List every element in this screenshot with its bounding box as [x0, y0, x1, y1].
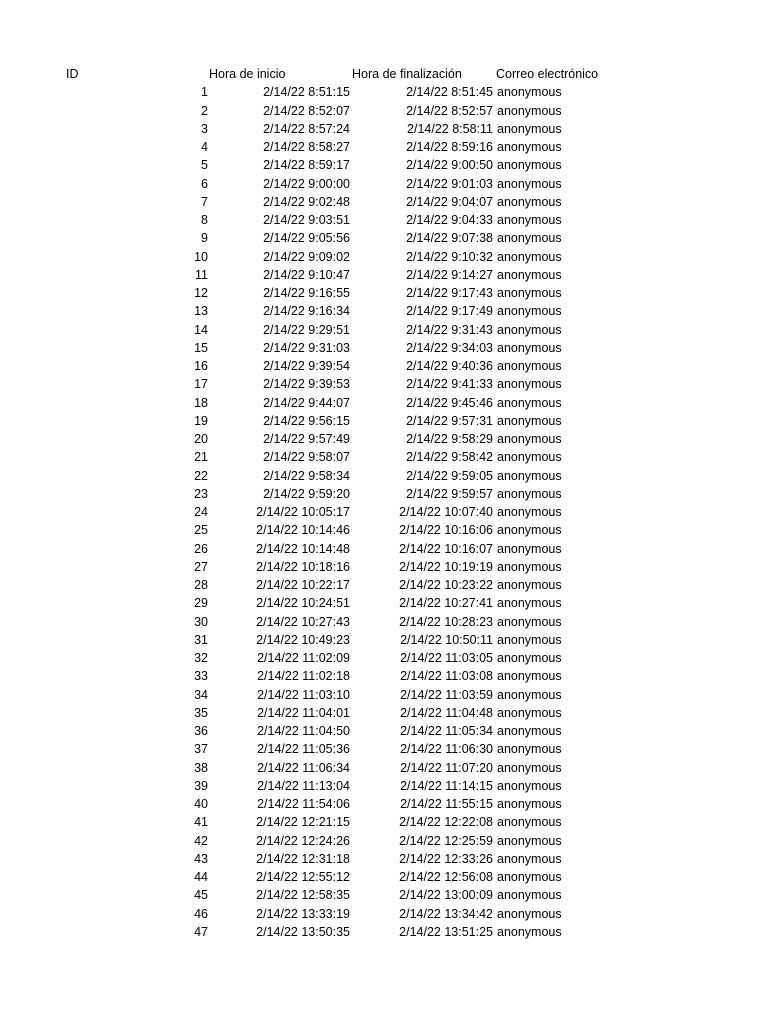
row-id: 13 [194, 304, 208, 319]
row-start-time: 2/14/22 8:57:24 [263, 121, 350, 136]
row-email: anonymous [497, 906, 562, 921]
table-row [0, 284, 768, 302]
row-email: anonymous [497, 286, 562, 300]
table-row [0, 175, 768, 193]
table-row [0, 467, 768, 485]
row-id: 25 [194, 523, 208, 538]
row-id: 35 [194, 705, 208, 720]
row-email: anonymous [497, 413, 562, 428]
row-id: 30 [194, 614, 208, 629]
row-end-time: 2/14/22 9:04:07 [406, 194, 493, 209]
row-id: 15 [194, 340, 208, 355]
row-end-time: 2/14/22 13:34:42 [399, 906, 493, 921]
table-row [0, 248, 768, 266]
row-email: anonymous [497, 85, 562, 100]
row-start-time: 2/14/22 12:21:15 [256, 815, 350, 830]
row-id: 5 [201, 158, 208, 173]
row-email: anonymous [497, 778, 562, 793]
row-end-time: 2/14/22 11:06:30 [400, 742, 493, 757]
row-start-time: 2/14/22 9:09:02 [263, 249, 350, 264]
row-start-time: 2/14/22 11:04:01 [257, 705, 350, 720]
row-email: anonymous [497, 505, 562, 519]
row-start-time: 2/14/22 9:05:56 [263, 231, 350, 246]
row-email: anonymous [497, 450, 562, 465]
row-end-time: 2/14/22 10:16:06 [399, 523, 493, 538]
row-email: anonymous [497, 815, 562, 830]
row-start-time: 2/14/22 11:03:10 [257, 687, 350, 702]
row-end-time: 2/14/22 9:10:32 [406, 249, 493, 264]
row-email: anonymous [497, 888, 562, 903]
table-row [0, 412, 768, 430]
row-email: anonymous [497, 578, 562, 592]
row-start-time: 2/14/22 9:39:54 [263, 359, 350, 373]
header-id: ID [66, 67, 79, 81]
table-row [0, 521, 768, 539]
table-row [0, 156, 768, 174]
responses-table [0, 65, 768, 941]
row-end-time: 2/14/22 12:25:59 [399, 833, 493, 848]
row-email: anonymous [497, 176, 562, 191]
row-start-time: 2/14/22 11:02:09 [257, 651, 350, 665]
row-end-time: 2/14/22 9:41:33 [406, 377, 493, 392]
row-id: 32 [194, 651, 208, 665]
table-row [0, 740, 768, 758]
row-end-time: 2/14/22 12:22:08 [399, 815, 493, 830]
row-start-time: 2/14/22 9:44:07 [263, 395, 350, 410]
row-start-time: 2/14/22 9:39:53 [263, 377, 350, 392]
row-email: anonymous [497, 651, 562, 665]
row-end-time: 2/14/22 9:00:50 [406, 158, 493, 173]
row-end-time: 2/14/22 10:50:11 [400, 632, 493, 647]
table-row [0, 795, 768, 813]
table-row [0, 339, 768, 357]
table-row [0, 686, 768, 704]
table-row [0, 759, 768, 777]
row-end-time: 2/14/22 13:51:25 [399, 924, 493, 939]
table-row [0, 868, 768, 886]
row-end-time: 2/14/22 12:33:26 [399, 851, 493, 866]
row-start-time: 2/14/22 10:27:43 [256, 614, 350, 629]
row-email: anonymous [497, 833, 562, 848]
row-email: anonymous [497, 742, 562, 757]
row-start-time: 2/14/22 11:13:04 [257, 778, 350, 793]
row-end-time: 2/14/22 11:05:34 [400, 724, 493, 738]
row-start-time: 2/14/22 11:54:06 [257, 797, 350, 811]
row-id: 29 [194, 596, 208, 611]
table-row [0, 905, 768, 923]
row-start-time: 2/14/22 9:58:34 [263, 468, 350, 483]
row-start-time: 2/14/22 8:52:07 [263, 103, 350, 118]
row-id: 9 [201, 231, 208, 246]
row-end-time: 2/14/22 8:59:16 [406, 140, 493, 154]
row-end-time: 2/14/22 9:40:36 [406, 359, 493, 373]
row-id: 2 [201, 103, 208, 118]
row-id: 38 [194, 760, 208, 775]
row-end-time: 2/14/22 9:17:49 [406, 304, 493, 319]
row-start-time: 2/14/22 9:16:34 [263, 304, 350, 319]
row-id: 7 [201, 194, 208, 209]
table-row [0, 211, 768, 229]
row-id: 46 [194, 906, 208, 921]
row-start-time: 2/14/22 12:24:26 [256, 833, 350, 848]
row-id: 45 [194, 888, 208, 903]
row-id: 23 [194, 486, 208, 501]
table-row [0, 266, 768, 284]
table-row [0, 832, 768, 850]
row-email: anonymous [497, 724, 562, 738]
row-id: 3 [201, 121, 208, 136]
row-id: 37 [194, 742, 208, 757]
table-row [0, 485, 768, 503]
row-end-time: 2/14/22 9:14:27 [406, 267, 493, 282]
row-end-time: 2/14/22 9:57:31 [406, 413, 493, 428]
row-start-time: 2/14/22 12:55:12 [256, 870, 350, 884]
table-row [0, 631, 768, 649]
table-row [0, 813, 768, 831]
row-end-time: 2/14/22 11:04:48 [400, 705, 493, 720]
table-row [0, 448, 768, 466]
row-end-time: 2/14/22 9:31:43 [406, 322, 493, 337]
row-id: 10 [194, 249, 208, 264]
row-email: anonymous [497, 486, 562, 501]
row-id: 11 [195, 267, 208, 282]
row-start-time: 2/14/22 9:00:00 [263, 176, 350, 191]
row-end-time: 2/14/22 11:07:20 [400, 760, 493, 775]
row-start-time: 2/14/22 9:59:20 [263, 486, 350, 501]
row-start-time: 2/14/22 9:10:47 [263, 267, 350, 282]
row-id: 31 [194, 632, 208, 647]
row-end-time: 2/14/22 9:01:03 [406, 176, 493, 191]
row-start-time: 2/14/22 11:05:36 [257, 742, 350, 757]
row-start-time: 2/14/22 13:50:35 [256, 924, 350, 939]
row-email: anonymous [497, 468, 562, 483]
row-id: 24 [194, 505, 208, 519]
row-email: anonymous [497, 194, 562, 209]
table-row [0, 850, 768, 868]
row-email: anonymous [497, 541, 562, 556]
row-start-time: 2/14/22 9:29:51 [263, 322, 350, 337]
table-row [0, 886, 768, 904]
row-id: 26 [194, 541, 208, 556]
row-start-time: 2/14/22 10:05:17 [256, 505, 350, 519]
row-id: 21 [194, 450, 208, 465]
row-end-time: 2/14/22 11:03:05 [400, 651, 493, 665]
row-id: 8 [201, 213, 208, 227]
row-end-time: 2/14/22 10:23:22 [399, 578, 493, 592]
row-id: 39 [194, 778, 208, 793]
row-email: anonymous [497, 687, 562, 702]
table-row [0, 540, 768, 558]
row-id: 42 [194, 833, 208, 848]
row-id: 36 [194, 724, 208, 738]
row-end-time: 2/14/22 9:58:42 [406, 450, 493, 465]
row-end-time: 2/14/22 9:34:03 [406, 340, 493, 355]
row-end-time: 2/14/22 8:51:45 [406, 85, 493, 100]
row-id: 33 [194, 669, 208, 684]
table-row [0, 777, 768, 795]
row-email: anonymous [497, 870, 562, 884]
table-row [0, 649, 768, 667]
row-start-time: 2/14/22 9:57:49 [263, 432, 350, 446]
row-email: anonymous [497, 304, 562, 319]
row-end-time: 2/14/22 9:59:57 [406, 486, 493, 501]
table-row [0, 229, 768, 247]
row-id: 47 [194, 924, 208, 939]
row-start-time: 2/14/22 9:56:15 [263, 413, 350, 428]
row-start-time: 2/14/22 8:59:17 [263, 158, 350, 173]
row-end-time: 2/14/22 8:58:11 [407, 121, 493, 136]
table-row [0, 576, 768, 594]
row-start-time: 2/14/22 11:02:18 [257, 669, 350, 684]
row-start-time: 2/14/22 10:49:23 [256, 632, 350, 647]
row-end-time: 2/14/22 11:14:15 [400, 778, 493, 793]
row-end-time: 2/14/22 9:04:33 [406, 213, 493, 227]
row-start-time: 2/14/22 8:58:27 [263, 140, 350, 154]
row-id: 12 [194, 286, 208, 300]
table-row [0, 923, 768, 941]
row-id: 1 [201, 85, 208, 100]
row-start-time: 2/14/22 12:31:18 [256, 851, 350, 866]
table-row [0, 613, 768, 631]
row-id: 16 [194, 359, 208, 373]
row-start-time: 2/14/22 10:14:46 [256, 523, 350, 538]
header-row [0, 65, 768, 83]
row-start-time: 2/14/22 9:31:03 [263, 340, 350, 355]
row-email: anonymous [497, 322, 562, 337]
row-id: 34 [194, 687, 208, 702]
table-row [0, 594, 768, 612]
row-start-time: 2/14/22 11:06:34 [257, 760, 350, 775]
table-row [0, 357, 768, 375]
row-start-time: 2/14/22 11:04:50 [257, 724, 350, 738]
row-id: 43 [194, 851, 208, 866]
row-email: anonymous [497, 103, 562, 118]
row-end-time: 2/14/22 10:07:40 [399, 505, 493, 519]
row-end-time: 2/14/22 12:56:08 [399, 870, 493, 884]
row-id: 4 [201, 140, 208, 154]
table-row [0, 120, 768, 138]
row-email: anonymous [497, 596, 562, 611]
row-email: anonymous [497, 395, 562, 410]
row-end-time: 2/14/22 9:45:46 [406, 395, 493, 410]
row-start-time: 2/14/22 9:16:55 [263, 286, 350, 300]
row-email: anonymous [497, 249, 562, 264]
row-end-time: 2/14/22 10:19:19 [399, 559, 493, 574]
row-id: 14 [194, 322, 208, 337]
row-email: anonymous [497, 140, 562, 154]
row-start-time: 2/14/22 9:02:48 [263, 194, 350, 209]
row-email: anonymous [497, 359, 562, 373]
row-start-time: 2/14/22 10:22:17 [256, 578, 350, 592]
row-email: anonymous [497, 924, 562, 939]
row-email: anonymous [497, 231, 562, 246]
row-end-time: 2/14/22 11:03:59 [400, 687, 493, 702]
row-email: anonymous [497, 158, 562, 173]
row-start-time: 2/14/22 8:51:15 [263, 85, 350, 100]
table-row [0, 83, 768, 101]
row-email: anonymous [497, 340, 562, 355]
row-id: 41 [194, 815, 208, 830]
row-email: anonymous [497, 760, 562, 775]
row-end-time: 2/14/22 9:58:29 [406, 432, 493, 446]
table-row [0, 704, 768, 722]
row-end-time: 2/14/22 11:55:15 [400, 797, 493, 811]
table-row [0, 430, 768, 448]
row-email: anonymous [497, 377, 562, 392]
row-start-time: 2/14/22 13:33:19 [256, 906, 350, 921]
row-id: 18 [194, 395, 208, 410]
table-row [0, 102, 768, 120]
row-email: anonymous [497, 121, 562, 136]
table-row [0, 394, 768, 412]
table-row [0, 321, 768, 339]
table-row [0, 503, 768, 521]
row-id: 17 [194, 377, 208, 392]
row-id: 27 [194, 559, 208, 574]
row-email: anonymous [497, 213, 562, 227]
row-end-time: 2/14/22 9:59:05 [406, 468, 493, 483]
row-id: 44 [194, 870, 208, 884]
row-id: 19 [194, 413, 208, 428]
header-start-time: Hora de inicio [209, 67, 286, 81]
row-email: anonymous [497, 669, 562, 684]
header-end-time: Hora de finalización [352, 67, 462, 81]
row-email: anonymous [497, 267, 562, 282]
table-row [0, 302, 768, 320]
row-email: anonymous [497, 614, 562, 629]
header-email: Correo electrónico [496, 67, 599, 81]
table-row [0, 193, 768, 211]
row-id: 28 [194, 578, 208, 592]
row-email: anonymous [497, 559, 562, 574]
table-row [0, 375, 768, 393]
row-email: anonymous [497, 797, 562, 811]
row-end-time: 2/14/22 11:03:08 [400, 669, 493, 684]
row-start-time: 2/14/22 10:24:51 [256, 596, 350, 611]
table-body [0, 83, 768, 941]
row-id: 6 [201, 176, 208, 191]
row-end-time: 2/14/22 10:27:41 [399, 596, 493, 611]
table-row [0, 558, 768, 576]
row-start-time: 2/14/22 9:03:51 [263, 213, 350, 227]
row-end-time: 2/14/22 9:17:43 [406, 286, 493, 300]
table-row [0, 722, 768, 740]
row-email: anonymous [497, 432, 562, 446]
row-email: anonymous [497, 523, 562, 538]
table-row [0, 138, 768, 156]
row-id: 20 [194, 432, 208, 446]
row-end-time: 2/14/22 10:16:07 [399, 541, 493, 556]
row-start-time: 2/14/22 10:18:16 [256, 559, 350, 574]
table-row [0, 667, 768, 685]
row-end-time: 2/14/22 9:07:38 [406, 231, 493, 246]
row-end-time: 2/14/22 13:00:09 [399, 888, 493, 903]
row-start-time: 2/14/22 9:58:07 [263, 450, 350, 465]
row-end-time: 2/14/22 8:52:57 [406, 103, 493, 118]
row-start-time: 2/14/22 12:58:35 [256, 888, 350, 903]
row-email: anonymous [497, 851, 562, 866]
row-end-time: 2/14/22 10:28:23 [399, 614, 493, 629]
row-id: 22 [194, 468, 208, 483]
row-email: anonymous [497, 705, 562, 720]
row-id: 40 [194, 797, 208, 811]
row-start-time: 2/14/22 10:14:48 [256, 541, 350, 556]
row-email: anonymous [497, 632, 562, 647]
